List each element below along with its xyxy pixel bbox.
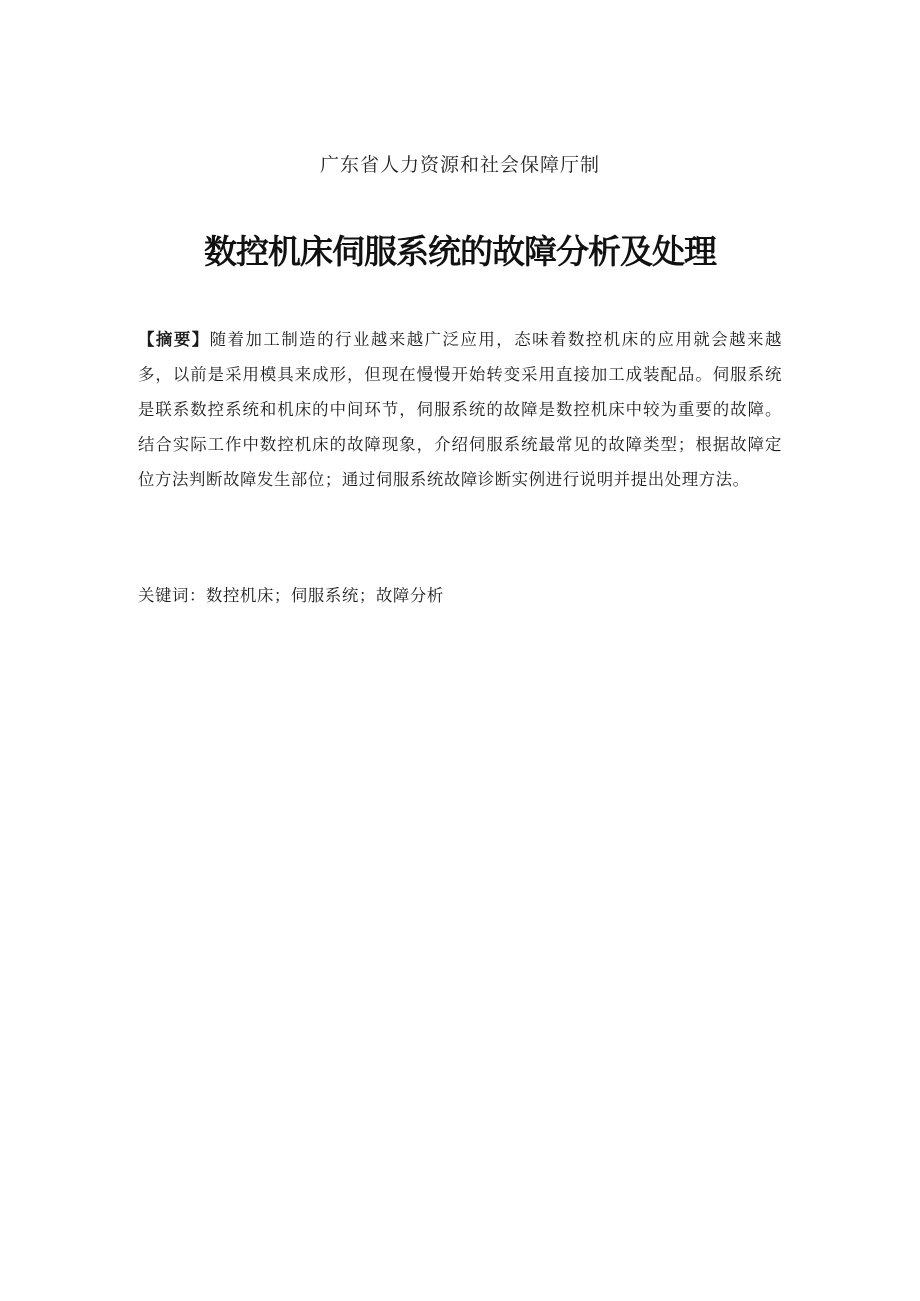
document-title: 数控机床伺服系统的故障分析及处理: [204, 232, 716, 271]
organization-line: 广东省人力资源和社会保障厅制: [319, 154, 600, 176]
abstract-text: 随着加工制造的行业越来越广泛应用，态味着数控机床的应用就会越来越多，以前是采用模具来成形，但现在慢慢开始转变采用直接加工成装配品。伺服系统是联系数控系统和机床的中间环节，伺服系统的故障是数控机床中较为重要的故障。结合实际工作中数控机床的故障现象，介绍伺服系统最常见的故障类型；根据故障定位方法判断故障发生部位；通过伺服系统故障诊断实例进行说明并提出处理方法。: [138, 330, 783, 489]
keywords-text: 数控机床；伺服系统；故障分析: [205, 586, 444, 605]
abstract-label: 【摘要】: [138, 330, 210, 349]
keywords-line: [138, 578, 782, 613]
keywords-label: 关键词：: [138, 586, 206, 605]
abstract-paragraph: [138, 322, 782, 497]
